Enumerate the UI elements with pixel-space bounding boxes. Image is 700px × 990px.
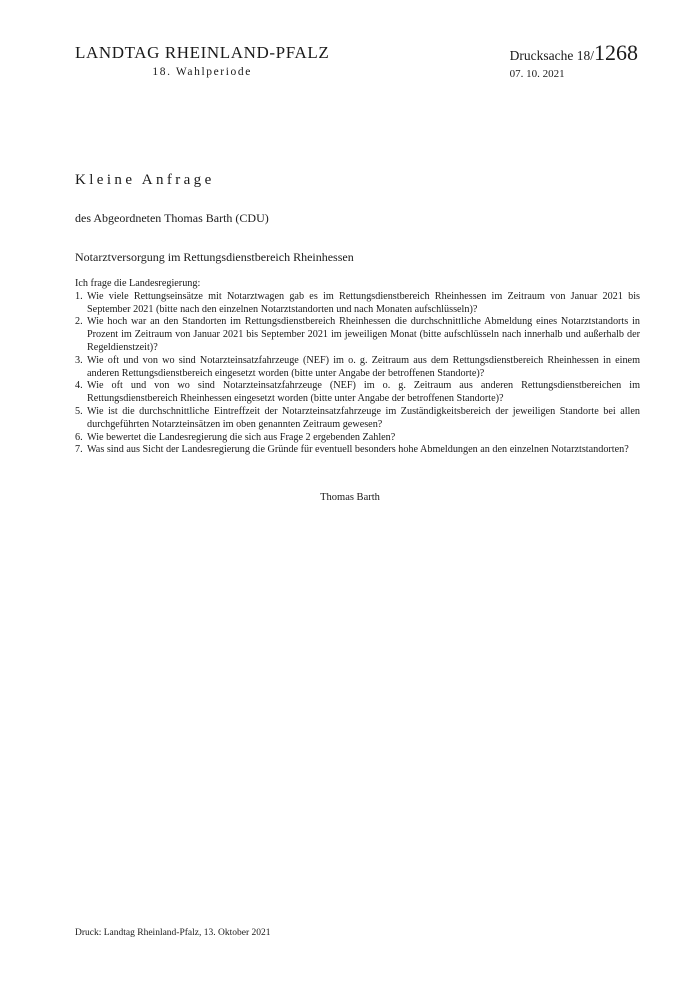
question-text: Wie oft und von wo sind Notarzteinsatzfahrzeuge (NEF) im o. g. Zeitraum aus anderen Rettungsdienstbereichen im Rettungsdienstbereich Rheinhessen eingesetzt worden (bitte unter Angabe der betroffenen Standorte)? <box>87 380 640 405</box>
question-number: 1. <box>75 290 83 302</box>
question-item <box>75 406 640 432</box>
parliament-header <box>75 44 329 79</box>
question-text: Wie viele Rettungseinsätze mit Notarztwagen gab es im Rettungsdienstbereich Rheinhessen im Zeitraum von Januar 2021 bis September 2021 (bitte nach den einzelnen Notarztstandorten und nach Monaten aufschlüsseln)? <box>87 290 640 315</box>
signature: Thomas Barth <box>320 492 380 503</box>
question-item <box>75 444 640 457</box>
question-text: Wie oft und von wo sind Notarzteinsatzfahrzeuge (NEF) im o. g. Zeitraum aus dem Rettungsdienstbereich Rheinhessen in einem anderen Rettungsdienstbereich eingesetzt worden (bitte unter Angabe der betroffenen Standorte)? <box>87 354 640 379</box>
print-reference <box>510 42 638 80</box>
question-item <box>75 380 640 406</box>
question-text: Wie hoch war an den Standorten im Rettungsdienstbereich Rheinhessen die durchschnittliche Abmeldung eines Notarztstandorts in Prozent im Zeitraum von Januar 2021 bis September 2021 im jeweiligen Monat (bitte aufschlüsseln nach innerhalb und außerhalb der Regeldienstzeit)? <box>87 316 640 353</box>
question-number: 5. <box>75 405 83 417</box>
print-date: 07. 10. 2021 <box>509 68 565 80</box>
question-text: Was sind aus Sicht der Landesregierung die Gründe für eventuell besonders hohe Abmeldungen an den einzelnen Notarztstandorten? <box>87 444 629 456</box>
question-item <box>75 432 640 445</box>
question-number: 2. <box>75 316 83 328</box>
print-label: Drucksache 18/ <box>509 48 594 63</box>
document-type: Kleine Anfrage <box>75 172 215 188</box>
question-text: Wie ist die durchschnittliche Eintreffzeit der Notarzteinsatzfahrzeuge im Zuständigkeitsbereich der jeweiligen Standorte bei allen durchgeführten Notarzteinsätzen im oben genannten Zeitraum gewesen? <box>87 405 640 430</box>
question-number: 7. <box>75 444 83 456</box>
question-list <box>75 291 640 457</box>
question-item <box>75 316 640 354</box>
question-number: 6. <box>75 431 83 443</box>
question-number: 3. <box>75 354 83 366</box>
question-item <box>75 355 640 381</box>
print-footer: Druck: Landtag Rheinland-Pfalz, 13. Oktober 2021 <box>75 928 271 938</box>
parliament-name: LANDTAG RHEINLAND-PFALZ <box>75 43 330 62</box>
inquiry-intro: Ich frage die Landesregierung: <box>75 278 201 289</box>
author-line: des Abgeordneten Thomas Barth (CDU) <box>75 211 269 225</box>
inquiry-body <box>75 278 640 457</box>
legislative-period: 18. Wahlperiode <box>152 66 252 78</box>
question-text: Wie bewertet die Landesregierung die sich aus Frage 2 ergebenden Zahlen? <box>87 431 396 443</box>
question-item <box>75 291 640 317</box>
question-number: 4. <box>75 380 83 392</box>
print-number: 1268 <box>594 40 638 65</box>
document-subject: Notarztversorgung im Rettungsdienstbereich Rheinhessen <box>75 250 354 264</box>
